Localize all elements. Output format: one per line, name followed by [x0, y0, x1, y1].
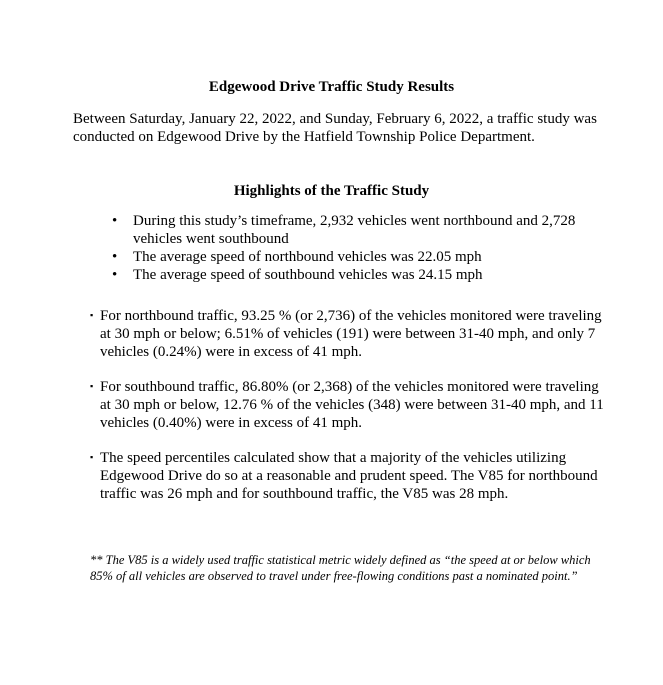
highlight-text: The average speed of northbound vehicles was 22.05 mph: [133, 249, 482, 265]
bullet-icon: •: [112, 213, 118, 229]
southbound-paragraph: [90, 377, 610, 432]
highlight-text: The average speed of southbound vehicles was 24.15 mph: [133, 267, 483, 283]
highlight-text: During this study’s timeframe, 2,932 vehicles went northbound and 2,728 vehicles went southbound: [133, 213, 576, 247]
northbound-paragraph: [90, 306, 610, 361]
square-bullet-icon: ▪: [90, 452, 94, 462]
document-title: Edgewood Drive Traffic Study Results: [208, 79, 455, 95]
highlights-list: [112, 212, 612, 284]
paragraph-text: For northbound traffic, 93.25 % (or 2,736) of the vehicles monitored were traveling at 30 mph or below; 6.51% of vehicles (191) were between 31-40 mph, and only 7 vehicles (0.24%) were in excess of 41 mph.: [100, 308, 602, 360]
highlights-heading: Highlights of the Traffic Study: [233, 183, 430, 199]
square-bullet-icon: ▪: [90, 381, 94, 391]
paragraph-text: For southbound traffic, 86.80% (or 2,368) of the vehicles monitored were traveling at 30 mph or below, 12.76 % of the vehicles (348) were between 31-40 mph, and 11 vehicles (0.40%) were in excess of 41 mph.: [100, 379, 604, 431]
square-bullet-icon: ▪: [90, 310, 94, 320]
paragraph-text: The speed percentiles calculated show that a majority of the vehicles utilizing Edgewood Drive do so at a reasonable and prudent speed. The V85 for northbound traffic was 26 mph and for southbound traffic, the V85 was 28 mph.: [100, 450, 598, 502]
v85-footnote: ** The V85 is a widely used traffic statistical metric widely defined as “the speed at or below which 85% of all vehicles are observed to travel under free-flowing conditions past a nominated point.”: [90, 553, 591, 583]
intro-paragraph: Between Saturday, January 22, 2022, and Sunday, February 6, 2022, a traffic study was conducted on Edgewood Drive by the Hatfield Township Police Department.: [73, 111, 597, 145]
highlight-item: [112, 266, 612, 284]
highlight-item: [112, 248, 612, 266]
bullet-icon: •: [112, 249, 118, 265]
speed-percentiles-paragraph: [90, 448, 610, 503]
bullet-icon: •: [112, 267, 118, 283]
highlight-item: [112, 212, 612, 248]
